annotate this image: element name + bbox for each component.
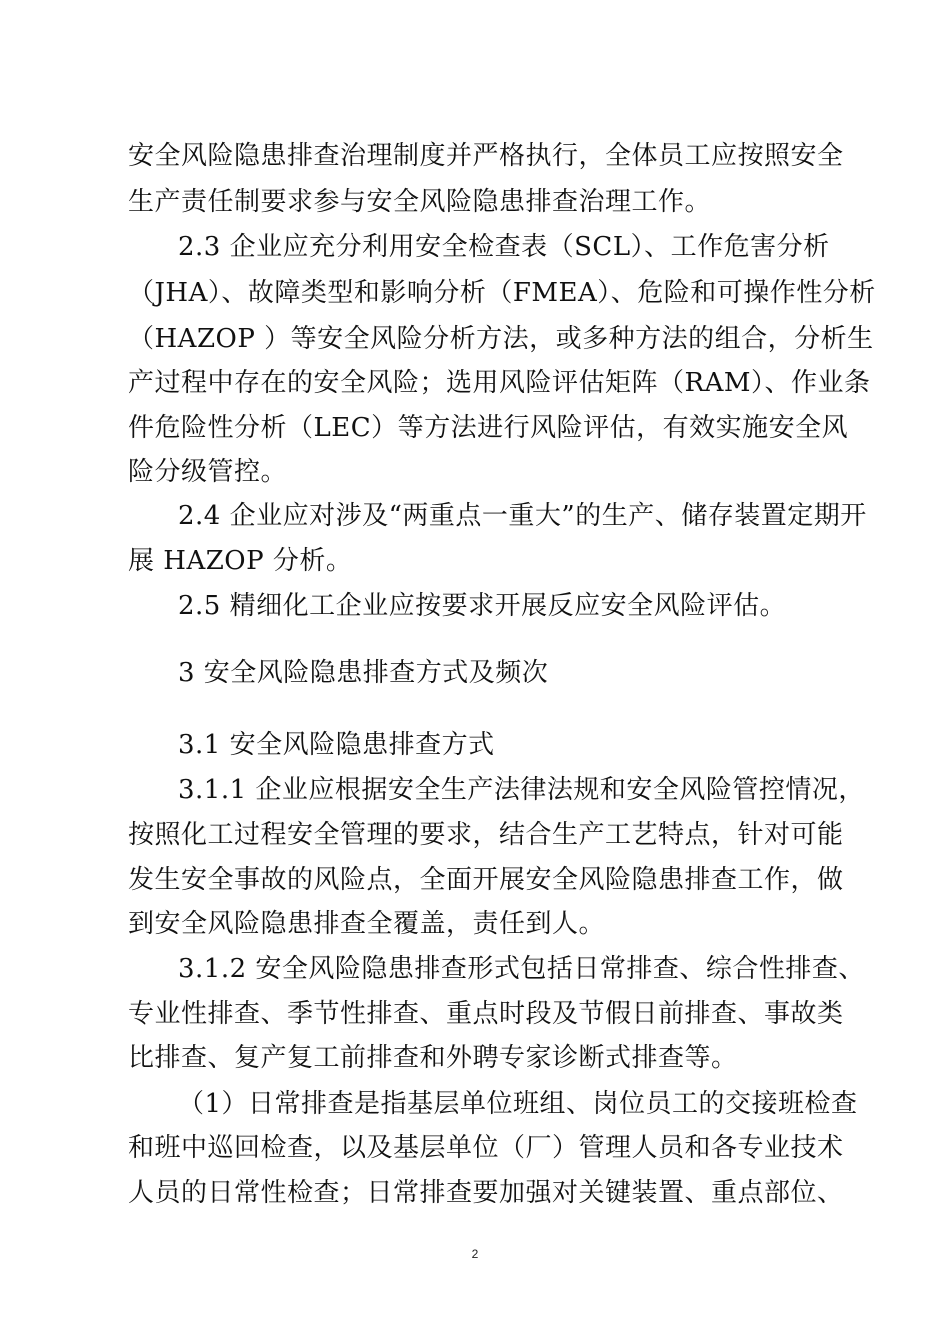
text-line: 发生安全事故的风险点，全面开展安全风险隐患排查工作，做 [128,865,844,895]
text-line: 生产责任制要求参与安全风险隐患排查治理工作。 [128,187,712,217]
section-3-1-1-line: 3.1.1 企业应根据安全生产法律法规和安全风险管控情况， [178,775,865,805]
text-line: 件危险性分析（LEC）等方法进行风险评估，有效实施安全风 [128,413,849,443]
text-line: 按照化工过程安全管理的要求，结合生产工艺特点，针对可能 [128,820,844,850]
section-2-4-line: 2.4 企业应对涉及“两重点一重大”的生产、储存装置定期开 [178,501,867,531]
text-line: （HAZOP ）等安全风险分析方法，或多种方法的组合，分析生 [128,324,874,354]
text-line: （JHA）、故障类型和影响分析（FMEA）、危险和可操作性分析 [128,278,876,308]
page-number: 2 [471,1247,479,1261]
text-line: 人员的日常性检查；日常排查要加强对关键装置、重点部位、 [128,1178,844,1208]
section-2-5-line: 2.5 精细化工企业应按要求开展反应安全风险评估。 [178,591,787,621]
text-line: 展 HAZOP 分析。 [128,546,353,576]
text-line: 比排查、复产复工前排查和外聘专家诊断式排查等。 [128,1043,738,1073]
text-line: 和班中巡回检查，以及基层单位（厂）管理人员和各专业技术 [128,1133,844,1163]
text-line: 产过程中存在的安全风险；选用风险评估矩阵（RAM）、作业条 [128,368,871,398]
section-2-3-line: 2.3 企业应充分利用安全检查表（SCL）、工作危害分析 [178,232,830,262]
section-3-1-heading: 3.1 安全风险隐患排查方式 [178,730,495,760]
text-line: 险分级管控。 [128,457,288,487]
section-3-heading: 3 安全风险隐患排查方式及频次 [178,658,549,688]
text-line: 到安全风险隐患排查全覆盖，责任到人。 [128,909,606,939]
text-line: 专业性排查、季节性排查、重点时段及节假日前排查、事故类 [128,999,844,1029]
section-3-1-2-line: 3.1.2 安全风险隐患排查形式包括日常排查、综合性排查、 [178,954,865,984]
text-line: 安全风险隐患排查治理制度并严格执行，全体员工应按照安全 [128,141,844,171]
list-item-1-line: （1）日常排查是指基层单位班组、岗位员工的交接班检查 [178,1089,858,1119]
